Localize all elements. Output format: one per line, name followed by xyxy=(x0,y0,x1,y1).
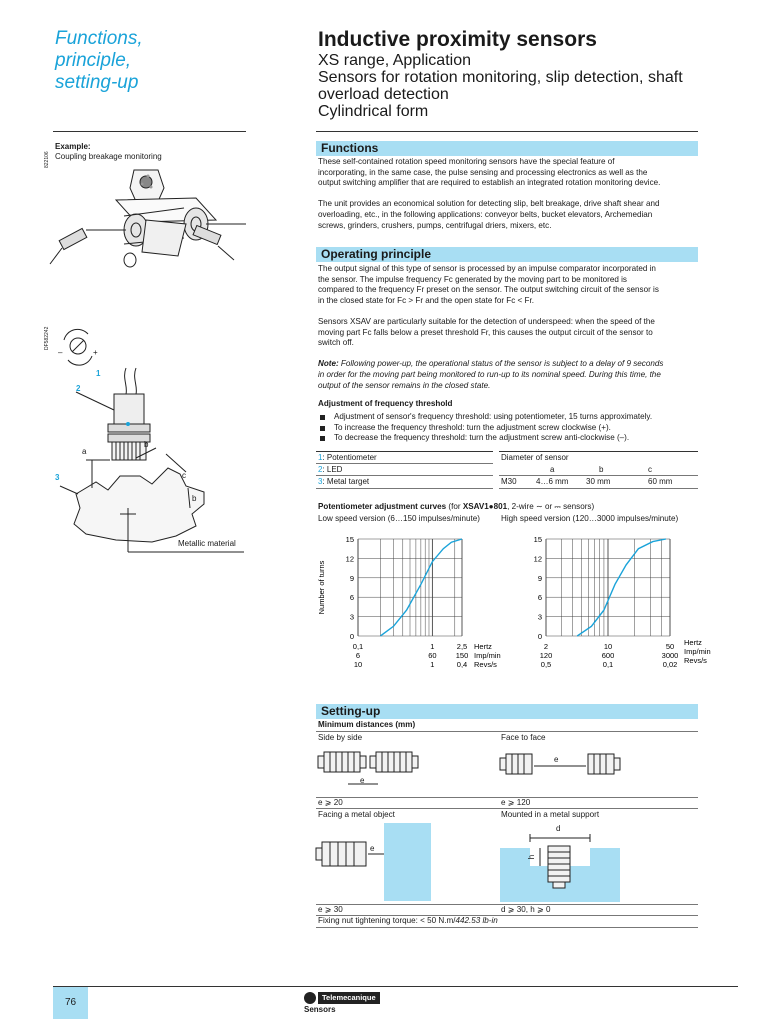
adjustment-list xyxy=(318,412,708,444)
row-rule xyxy=(316,808,698,809)
curves-title-mid: (for xyxy=(446,502,463,511)
legend-text: : Potentiometer xyxy=(322,453,377,462)
legend-row xyxy=(318,465,342,475)
y-axis-label: Number of turns xyxy=(317,560,326,615)
coupling-illustration xyxy=(46,160,246,280)
e-label: e xyxy=(554,755,559,764)
brand-sub: Sensors xyxy=(304,1005,336,1014)
row-rule xyxy=(316,731,698,732)
principle-heading: Operating principle xyxy=(316,247,698,262)
potentiometer-icon xyxy=(56,330,106,364)
example-caption: Coupling breakage monitoring xyxy=(55,152,162,161)
e-label: e xyxy=(370,844,375,853)
list-item: To increase the frequency threshold: turn the adjustment screw clockwise (+). xyxy=(318,423,708,434)
figure-ref: DF582242 xyxy=(44,326,50,350)
legend-row xyxy=(318,477,369,487)
text-line: output switching amplifier that are required to establish an integrated rotation monitoring device. xyxy=(318,178,661,188)
legend-row xyxy=(318,453,377,463)
legend-num: 3 xyxy=(318,477,323,486)
face-to-face-illustration xyxy=(500,750,620,780)
x-tick-label: 60 xyxy=(428,651,437,660)
side-title-line: setting-up xyxy=(55,72,139,93)
dim-b: b xyxy=(144,440,149,449)
x-tick-label: 120 xyxy=(539,651,553,660)
callout-3: 3 xyxy=(55,473,60,482)
text-line: The output signal of this type of sensor is processed by an impulse comparator incorporated in xyxy=(318,264,656,273)
row-rule xyxy=(316,475,493,476)
dh-value: d ⩾ 30, h ⩾ 0 xyxy=(501,905,551,914)
x-tick-label: 600 xyxy=(601,651,615,660)
x-tick-label: 6 xyxy=(355,651,361,660)
y-tick-label: 12 xyxy=(533,554,542,564)
adjustment-heading: Adjustment of frequency threshold xyxy=(318,399,453,408)
legend-text: : Metal target xyxy=(322,477,370,486)
curves-heading xyxy=(318,502,594,513)
face-to-face-label: Face to face xyxy=(501,733,546,742)
low-speed-chart xyxy=(312,530,502,670)
functions-heading: Functions xyxy=(316,141,698,156)
row-rule xyxy=(499,488,698,489)
text-line: moving part Fc falls below a preset threshold Fr, this causes the output circuit of the sensor to xyxy=(318,327,653,337)
x-unit-label: Imp/min xyxy=(474,651,501,660)
col-c: c xyxy=(648,465,652,474)
y-tick-label: 0 xyxy=(349,632,354,641)
x-tick-label: 0,4 xyxy=(456,660,468,669)
text-line: in the closed state for Fc > Fr and the open state for Fc < Fr. xyxy=(318,295,534,305)
y-tick-label: 9 xyxy=(349,573,354,583)
cell-c: 60 mm xyxy=(648,477,673,486)
text-line: incorporating, in the same case, the pulse sensing and processing electronics as well as the xyxy=(318,167,648,177)
y-tick-label: 3 xyxy=(537,612,542,622)
range-title: XS range, Application xyxy=(318,52,471,69)
y-tick-label: 12 xyxy=(345,554,354,564)
d-label: d xyxy=(556,824,561,833)
side-by-side-illustration xyxy=(318,746,418,790)
form-title: Cylindrical form xyxy=(318,103,429,120)
x-unit-label: Revs/s xyxy=(474,660,497,669)
text-line: The unit provides an economical solution for detecting slip, belt breakage, drive shaft shear and xyxy=(318,199,660,209)
x-tick-label: 3000 xyxy=(661,651,679,660)
x-tick-label: 150 xyxy=(455,651,469,660)
pot-minus: – xyxy=(58,348,63,357)
x-tick-label: 2,5 xyxy=(456,642,468,651)
row-label: M30 xyxy=(501,477,517,486)
torque-imperial: 442.53 lb-in xyxy=(455,916,498,925)
high-speed-label: High speed version (120…3000 impulses/minute) xyxy=(501,514,679,523)
telemecanique-logo-icon xyxy=(304,992,316,1004)
low-speed-label: Low speed version (6…150 impulses/minute) xyxy=(318,514,480,523)
x-tick-label: 0,5 xyxy=(540,660,552,669)
brand-name: Telemecanique xyxy=(318,992,380,1004)
e120-value: e ⩾ 120 xyxy=(501,798,531,807)
callout-2: 2 xyxy=(76,384,81,393)
high-speed-chart xyxy=(500,530,711,670)
text-line: screws, grinders, crushers, pumps, centrifugal driers, mixers, etc. xyxy=(318,220,552,230)
col-b: b xyxy=(599,465,604,474)
subtitle-line: overload detection xyxy=(318,86,449,103)
row-rule xyxy=(316,463,493,464)
x-unit-label: Imp/min xyxy=(684,647,711,656)
x-tick-label: 1 xyxy=(430,660,435,669)
y-tick-label: 3 xyxy=(349,612,354,622)
diameter-header: Diameter of sensor xyxy=(501,453,569,462)
curves-ref: XSAV1●801 xyxy=(462,502,508,511)
legend-num: 1 xyxy=(318,453,323,462)
x-tick-label: 50 xyxy=(665,642,675,651)
y-tick-label: 0 xyxy=(537,632,542,641)
setting-heading: Setting-up xyxy=(316,704,698,719)
side-title xyxy=(55,28,143,94)
series-line xyxy=(577,539,666,636)
divider xyxy=(316,131,698,132)
y-tick-label: 15 xyxy=(533,535,542,544)
note-line: in order for the moving part being monitored to run-up to its nominal speed. During this time, the xyxy=(318,369,661,379)
figure-ref: 822106 xyxy=(44,151,50,168)
text-line: the sensor. The impulse frequency Fc generated by the moving part to be monitored is xyxy=(318,274,627,284)
text-line: compared to the frequency Fr preset on the sensor. The output switching circuit of the sensor is xyxy=(318,285,659,295)
dim-a: a xyxy=(82,447,87,456)
cell-a: 4…6 mm xyxy=(536,477,569,486)
e-label: e xyxy=(360,776,365,785)
page-header xyxy=(318,28,738,120)
table-rule xyxy=(316,451,493,452)
example-label: Example: xyxy=(55,142,91,151)
note-line: output of the sensor remains in the closed state. xyxy=(318,380,491,390)
note-line xyxy=(318,359,708,370)
x-tick-label: 0,1 xyxy=(352,642,364,651)
pot-plus: + xyxy=(93,348,98,357)
text-line: overloading, etc., in the following applications: conveyor belts, bucket elevators, Archemedian xyxy=(318,209,653,219)
principle-text xyxy=(318,264,708,391)
subtitle-line: Sensors for rotation monitoring, slip detection, shaft xyxy=(318,69,683,86)
metallic-label: Metallic material xyxy=(178,539,236,548)
dim-b2: b xyxy=(192,494,197,503)
col-a: a xyxy=(550,465,555,474)
table-rule xyxy=(499,451,698,452)
callout-1: 1 xyxy=(96,369,101,378)
y-tick-label: 6 xyxy=(349,593,354,603)
x-tick-label: 1 xyxy=(430,642,435,651)
e20-value: e ⩾ 20 xyxy=(318,798,343,807)
torque-text: Fixing nut tightening torque: < 50 N.m/ xyxy=(318,916,456,925)
text-line: These self-contained rotation speed monitoring sensors have the special feature of xyxy=(318,157,615,166)
text-line: switch off. xyxy=(318,338,354,348)
cell-b: 30 mm xyxy=(586,477,611,486)
mounted-label: Mounted in a metal support xyxy=(501,810,600,819)
list-item: To decrease the frequency threshold: turn the adjustment screw anti-clockwise (–). xyxy=(318,433,708,444)
x-tick-label: 0,02 xyxy=(662,660,678,669)
mounted-illustration xyxy=(500,826,620,892)
text-line: Sensors XSAV are particularly suitable for the detection of underspeed: when the speed of the xyxy=(318,316,655,326)
x-unit-label: Hertz xyxy=(474,642,492,651)
note-label: Note: xyxy=(318,359,339,369)
y-tick-label: 6 xyxy=(537,593,542,603)
row-rule xyxy=(499,475,698,476)
page-number: 76 xyxy=(53,987,88,1019)
curves-title: Potentiometer adjustment curves xyxy=(318,502,447,511)
facing-metal-label: Facing a metal object xyxy=(318,810,395,819)
page-title: Inductive proximity sensors xyxy=(318,28,597,51)
side-by-side-label: Side by side xyxy=(318,733,363,742)
x-tick-label: 0,1 xyxy=(602,660,614,669)
x-unit-label: Revs/s xyxy=(684,656,707,665)
torque-note xyxy=(318,916,498,927)
footer-rule xyxy=(53,986,738,987)
dim-c: c xyxy=(182,471,186,480)
curves-title-post: , 2-wire ∼ or ⎓ sensors) xyxy=(507,502,595,511)
note-text: Following power-up, the operational status of the sensor is subject to a delay of 9 seconds xyxy=(338,359,664,369)
x-tick-label: 10 xyxy=(353,660,363,669)
series-line xyxy=(380,539,462,636)
min-distances: Minimum distances (mm) xyxy=(318,720,416,729)
y-tick-label: 9 xyxy=(537,573,542,583)
y-tick-label: 15 xyxy=(345,535,354,544)
h-label: h xyxy=(527,854,537,860)
sensor-target-illustration xyxy=(56,364,248,554)
divider xyxy=(53,131,246,132)
example-block xyxy=(55,142,162,162)
e30-value: e ⩾ 30 xyxy=(318,905,343,914)
row-rule xyxy=(316,488,493,489)
row-rule xyxy=(316,927,698,928)
x-tick-label: 2 xyxy=(543,642,549,651)
x-tick-label: 10 xyxy=(603,642,613,651)
side-title-line: principle, xyxy=(55,50,132,71)
side-title-line: Functions, xyxy=(55,28,143,49)
legend-num: 2 xyxy=(318,465,323,474)
legend-text: : LED xyxy=(322,465,343,474)
facing-metal-illustration xyxy=(316,836,436,876)
x-unit-label: Hertz xyxy=(684,638,702,647)
functions-text xyxy=(318,157,708,231)
list-item: Adjustment of sensor's frequency threshold: using potentiometer, 15 turns approximately. xyxy=(318,412,708,423)
